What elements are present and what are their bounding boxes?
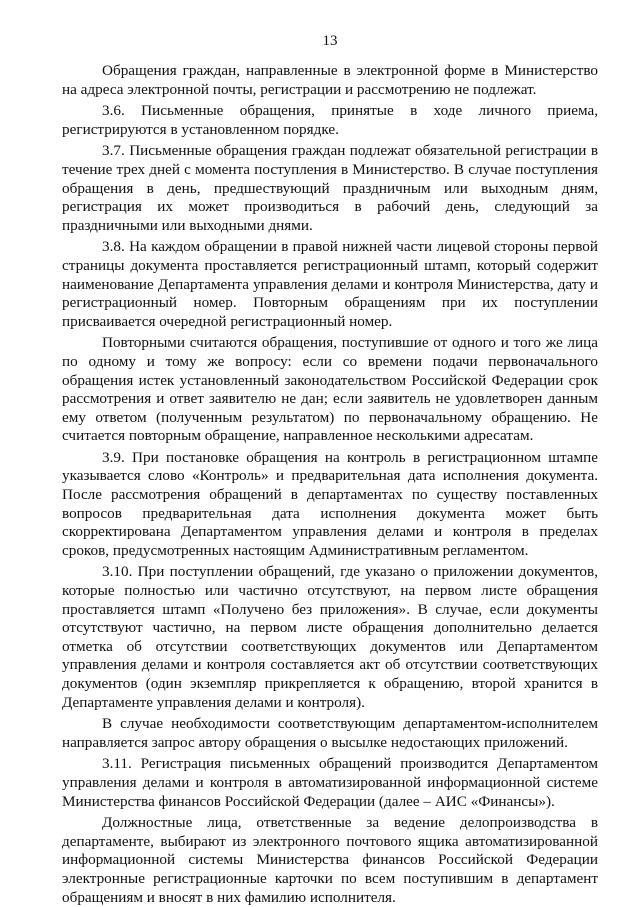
paragraph-3-7: 3.7. Письменные обращения граждан подлежат обязательной регистрации в течение трех дней с момента поступления в Министерство. В случае поступления обращения в день, предшествующий праздничным или выходным дням, регистрация их может производиться в рабочий день, следующий за праздничными или выходными днями. (62, 142, 598, 234)
paragraph-repeated-appeals: Повторными считаются обращения, поступившие от одного и того же лица по одному и тому же вопросу: если со времени подачи первоначального обращения истек установленный законодательством Российской Федерации срок рассмотрения и ответ заявителю не дан; если заявитель не удовлетворен данным ему ответом (полученным результатом) по первоначальному обращению. Не считается повторным обращение, направленное несколькими адресатам. (62, 334, 598, 445)
paragraph-electronic-appeals: Обращения граждан, направленные в электронной форме в Министерство на адреса электронной почты, регистрации и рассмотрению не подлежат. (62, 62, 598, 98)
paragraph-3-11: 3.11. Регистрация письменных обращений производится Департаментом управления делами и контроля в автоматизированной информационной системе Министерства финансов Российской Федерации (далее – АИС «Финансы»). (62, 755, 598, 810)
page-number: 13 (322, 33, 338, 49)
paragraph-3-8: 3.8. На каждом обращении в правой нижней части лицевой стороны первой страницы документа проставляется регистрационный штамп, который содержит наименование Департамента управления делами и контроля Министерства, дату и регистрационный номер. Повторным обращениям при их поступлении присваивается очередной регистрационный номер. (62, 238, 598, 330)
paragraph-3-6: 3.6. Письменные обращения, принятые в ходе личного приема, регистрируются в установленном порядке. (62, 102, 598, 138)
paragraph-3-9: 3.9. При постановке обращения на контроль в регистрационном штампе указывается слово «Контроль» и предварительная дата исполнения документа. После рассмотрения обращений в департаментах по существу поставленных вопросов предварительная дата исполнения документа может быть скорректирована Департаментом управления делами и контроля в пределах сроков, предусмотренных настоящим Административным регламентом. (62, 448, 598, 559)
paragraph-missing-attachments: В случае необходимости соответствующим департаментом-исполнителем направляется запрос автору обращения о высылке недостающих приложений. (62, 715, 598, 751)
paragraph-officials: Должностные лица, ответственные за ведение делопроизводства в департаменте, выбирают из электронного почтового ящика автоматизированной информационной системы Министерства финансов Российской Федерации электронные регистрационные карточки по всем поступившим в департамент обращениям и вносят в них фамилию исполнителя. (62, 814, 598, 906)
paragraph-3-10: 3.10. При поступлении обращений, где указано о приложении документов, которые полностью или частично отсутствуют, на первом листе обращения проставляется штамп «Получено без приложения». В случае, если документы отсутствуют частично, на первом листе обращения дополнительно делается отметка об отсутствии соответствующих документов или Департаментом управления делами и контроля составляется акт об отсутствии соответствующих документов (один экземпляр прикрепляется к обращению, второй хранится в Департаменте управления делами и контроля). (62, 563, 598, 711)
